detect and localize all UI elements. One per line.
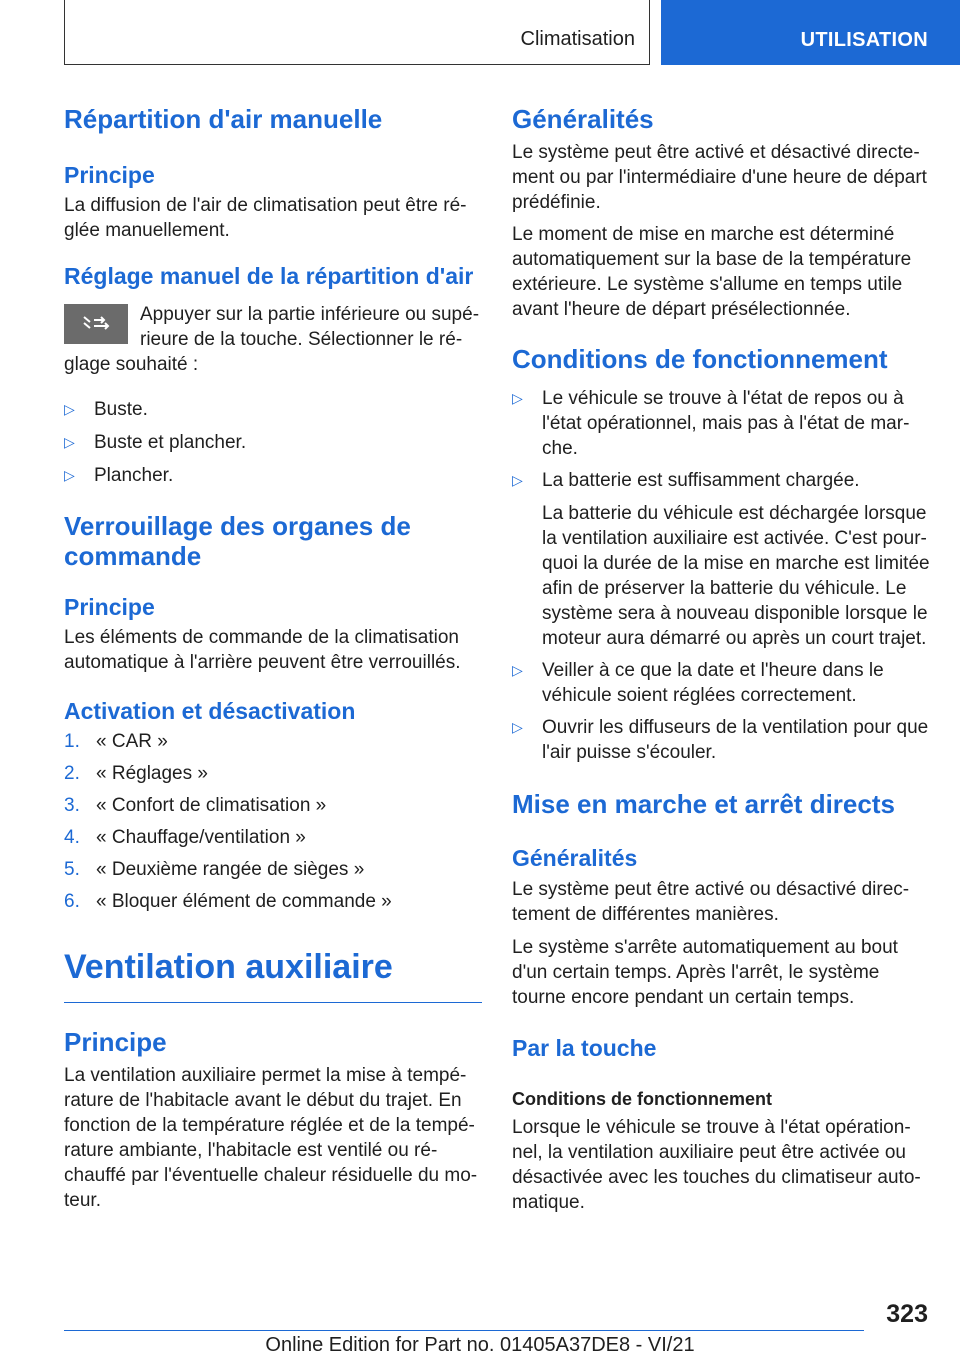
list-item: ▷ Buste et plancher.	[64, 432, 247, 453]
list-item: 1. « CAR »	[64, 731, 168, 752]
conditions-list	[512, 386, 930, 765]
list-item: 3. « Confort de climatisation »	[64, 795, 327, 816]
bullet-marker-icon: ▷	[64, 401, 75, 417]
air-distribution-icon	[64, 304, 128, 344]
heading-generalites: Généralités	[512, 845, 638, 871]
list-item: ▷ Le véhicule se trouve à l'état de repos ou à l'état opérationnel, mais pas à l'état de marche.	[512, 388, 910, 459]
page-number: 323	[886, 1300, 928, 1328]
heading-repartition: Répartition d'air manuelle	[64, 104, 383, 134]
left-column	[64, 100, 482, 1213]
heading-conditions: Conditions de fonctionnement	[512, 1089, 772, 1109]
paragraph-principe: Les éléments de commande de la climatisation automatique à l'arrière peuvent être verrouillés.	[64, 627, 461, 673]
heading-principe: Principe	[64, 1027, 167, 1057]
paragraph-generalites: Le moment de mise en marche est déterminé automatiquement sur la base de la température extérieure. Le système s'allume en temps utile avant l'heure de départ présélectionnée.	[512, 224, 912, 320]
paragraph-reglage: Appuyer sur la partie inférieure ou supérieure de la touche. Sélectionner le réglage souhaité :	[64, 304, 480, 375]
bullet-marker-icon: ▷	[512, 662, 523, 678]
list-item: ▷ Buste.	[64, 399, 148, 420]
footer-edition: Online Edition for Part no. 01405A37DE8 - VI/21	[265, 1334, 695, 1356]
paragraph-generalites: Le système s'arrête automatiquement au bout d'un certain temps. Après l'arrêt, le système tourne encore pendant un certain temps.	[512, 937, 898, 1008]
header-chapter-label: UTILISATION	[800, 29, 928, 51]
right-column	[512, 100, 930, 1215]
list-item: 5. « Deuxième rangée de sièges »	[64, 859, 365, 880]
bullet-marker-icon: ▷	[64, 467, 75, 483]
heading-principe: Principe	[64, 162, 155, 188]
heading-reglage: Réglage manuel de la répartition d'air	[64, 263, 474, 289]
header-chapter-tab	[661, 0, 960, 65]
heading-activation: Activation et désactivation	[64, 698, 356, 724]
heading-par-la-touche: Par la touche	[512, 1035, 657, 1061]
list-item: ▷ Veiller à ce que la date et l'heure dans le véhicule soient réglées correctement.	[512, 660, 884, 706]
section-divider	[64, 1002, 482, 1003]
paragraph-generalites: Le système peut être activé ou désactivé directement de différentes manières.	[512, 879, 910, 925]
distribution-options-list	[64, 397, 482, 488]
list-item: 6. « Bloquer élément de commande »	[64, 891, 392, 912]
heading-ventilation-auxiliaire: Ventilation auxiliaire	[64, 948, 393, 986]
heading-generalites: Généralités	[512, 104, 654, 134]
paragraph-principe: La diffusion de l'air de climatisation peut être réglée manuellement.	[64, 195, 467, 241]
list-item: 4. « Chauffage/ventilation »	[64, 827, 306, 848]
list-item: ▷ Plancher.	[64, 465, 174, 486]
bullet-marker-icon: ▷	[64, 434, 75, 450]
battery-note: La batterie du véhicule est déchargée lorsque la ventilation auxiliaire est activée. C'est pourquoi la durée de la mise en marche est limitée afin de préserver la batterie du véhicule. Le système sera à nouveau disponible lorsque le moteur aura démarré ou après un court trajet.	[542, 503, 930, 649]
header-section-box	[64, 0, 650, 65]
bullet-marker-icon: ▷	[512, 390, 523, 406]
heading-verrouillage: Verrouillage des organes de commande	[64, 511, 411, 571]
list-item: 2. « Réglages »	[64, 763, 208, 784]
activation-steps-list	[64, 729, 482, 921]
paragraph-generalites: Le système peut être activé et désactivé directement ou par l'intermédiaire d'une heure de départ prédéfinie.	[512, 142, 927, 213]
bullet-marker-icon: ▷	[512, 719, 523, 735]
heading-conditions: Conditions de fonctionnement	[512, 344, 888, 374]
footer-divider	[64, 1330, 864, 1331]
list-item: ▷ La batterie est suffisamment chargée. La batterie du véhicule est déchargée lorsque la ventilation auxiliaire est activée. C'est pourquoi la durée de la mise en marche est limitée afin de préserver la batterie du véhicule. Le système sera à nouveau disponible lorsque le moteur aura démarré ou après un court trajet.	[512, 470, 930, 649]
reglage-block	[64, 302, 482, 377]
paragraph-touche: Lorsque le véhicule se trouve à l'état opérationnel, la ventilation auxiliaire peut être activée ou désactivée avec les touches du climatiseur automatique.	[512, 1117, 921, 1213]
list-item: ▷ Ouvrir les diffuseurs de la ventilation pour que l'air puisse s'écouler.	[512, 717, 929, 763]
paragraph-principe: La ventilation auxiliaire permet la mise à température de l'habitacle avant le début du trajet. En fonction de la température réglée et de la température ambiante, l'habitacle est ventilé ou réchauffé par l'éventuelle chaleur résiduelle du moteur.	[64, 1065, 478, 1211]
heading-principe: Principe	[64, 594, 155, 620]
heading-mise-en-marche: Mise en marche et arrêt directs	[512, 789, 895, 819]
header-section-title: Climatisation	[520, 28, 635, 50]
bullet-marker-icon: ▷	[512, 472, 523, 488]
